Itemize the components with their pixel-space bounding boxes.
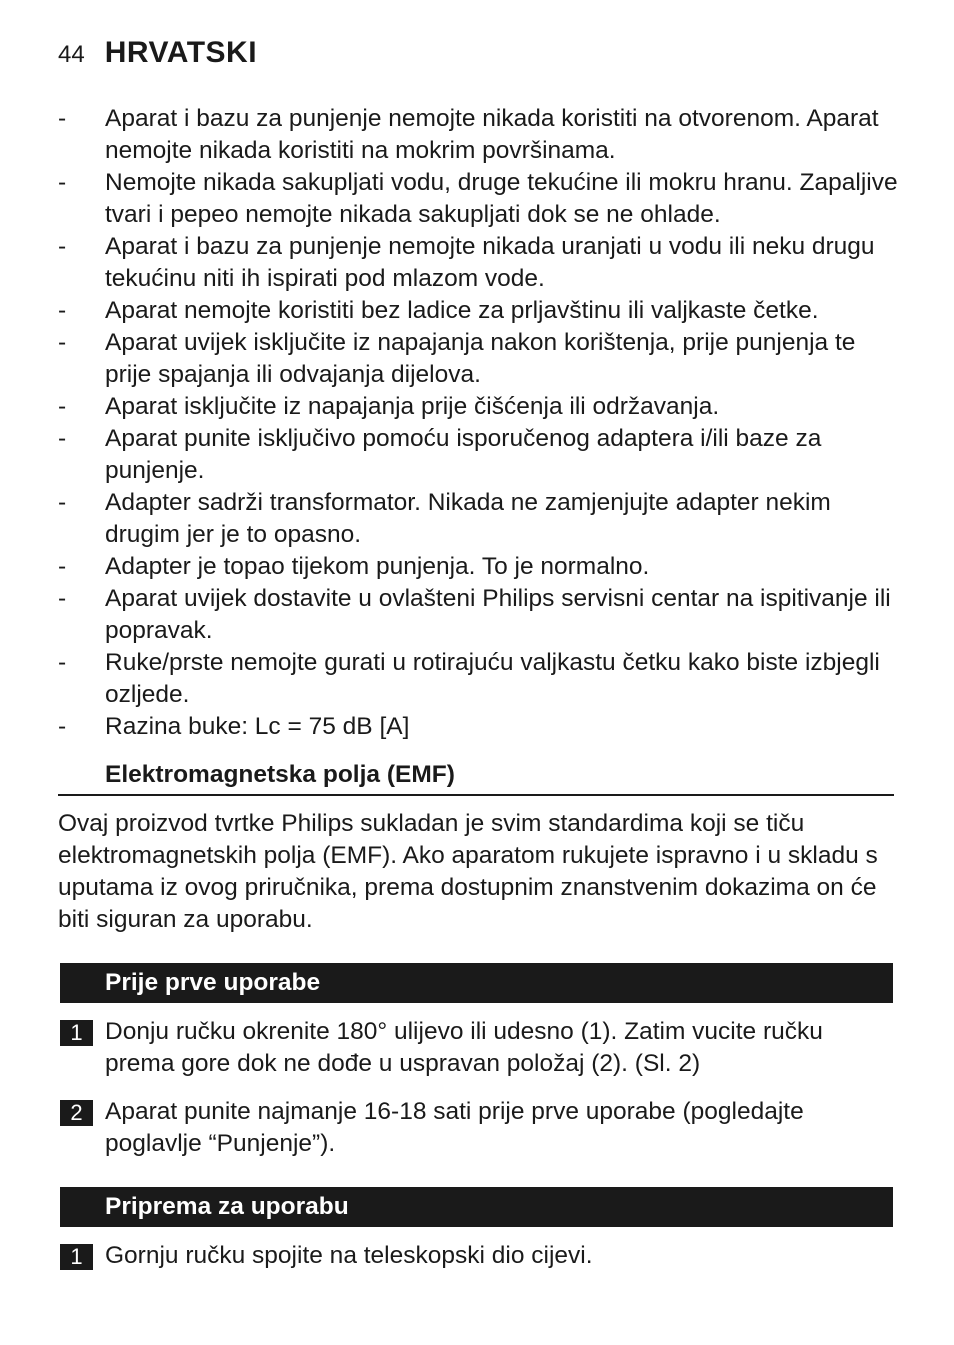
list-item-text: Adapter sadrži transformator. Nikada ne zamjenjujte adapter nekim drugim jer je to opasno. <box>105 489 831 548</box>
dash-bullet: - <box>58 713 67 740</box>
dash-bullet: - <box>58 169 67 196</box>
list-item <box>58 167 898 231</box>
before-first-use-heading: Prije prve uporabe <box>60 963 893 1003</box>
list-item-text: Ruke/prste nemojte gurati u rotirajuću valjkastu četku kako biste izbjegli ozljede. <box>105 649 880 708</box>
dash-bullet: - <box>58 553 67 580</box>
list-item-text: Aparat i bazu za punjenje nemojte nikada uranjati u vodu ili neku drugu tekućinu niti ih ispirati pod mlazom vode. <box>105 233 875 292</box>
dash-bullet: - <box>58 489 67 516</box>
list-item <box>58 647 898 711</box>
list-item <box>58 103 898 167</box>
safety-warnings-list <box>58 103 898 743</box>
page-number: 44 <box>58 41 85 68</box>
list-item <box>58 231 898 295</box>
list-item-text: Adapter je topao tijekom punjenja. To je normalno. <box>105 553 650 580</box>
list-item <box>58 711 898 743</box>
dash-bullet: - <box>58 105 67 132</box>
step-text: Aparat punite najmanje 16-18 sati prije prve uporabe (pogledajte poglavlje “Punjenje”). <box>105 1098 804 1157</box>
preparation-heading: Priprema za uporabu <box>60 1187 893 1227</box>
dash-bullet: - <box>58 649 67 676</box>
step-number-badge: 1 <box>60 1020 93 1046</box>
step-text: Gornju ručku spojite na teleskopski dio cijevi. <box>105 1242 593 1269</box>
list-item <box>58 551 898 583</box>
dash-bullet: - <box>58 393 67 420</box>
list-item-text: Aparat i bazu za punjenje nemojte nikada koristiti na otvorenom. Aparat nemojte nikada koristiti na mokrim površinama. <box>105 105 879 164</box>
list-item-text: Razina buke: Lc = 75 dB [A] <box>105 713 410 740</box>
page-header <box>58 36 257 76</box>
list-item <box>58 295 898 327</box>
step-item <box>58 1096 898 1160</box>
step-text: Donju ručku okrenite 180° ulijevo ili udesno (1). Zatim vucite ručku prema gore dok ne dođe u uspravan položaj (2). (Sl. 2) <box>105 1018 823 1077</box>
step-number-badge: 1 <box>60 1244 93 1270</box>
list-item <box>58 423 898 487</box>
list-item <box>58 487 898 551</box>
list-item <box>58 391 898 423</box>
dash-bullet: - <box>58 233 67 260</box>
list-item-text: Aparat uvijek isključite iz napajanja nakon korištenja, prije punjenja te prije spajanja ili odvajanja dijelova. <box>105 329 856 388</box>
list-item-text: Aparat nemojte koristiti bez ladice za prljavštinu ili valjkaste četke. <box>105 297 819 324</box>
step-item <box>58 1016 898 1080</box>
list-item <box>58 583 898 647</box>
emf-paragraph: Ovaj proizvod tvrtke Philips sukladan je svim standardima koji se tiču elektromagnetskih polja (EMF). Ako aparatom rukujete ispravno i u skladu s uputama iz ovog priručnika, prema dostupnim znanstvenim dokazima on će biti siguran za uporabu. <box>58 810 878 933</box>
list-item-text: Aparat uvijek dostavite u ovlašteni Philips servisni centar na ispitivanje ili popravak. <box>105 585 891 644</box>
dash-bullet: - <box>58 297 67 324</box>
emf-section-heading: Elektromagnetska polja (EMF) <box>58 758 894 796</box>
step-number-badge: 2 <box>60 1100 93 1126</box>
dash-bullet: - <box>58 585 67 612</box>
list-item <box>58 327 898 391</box>
dash-bullet: - <box>58 329 67 356</box>
list-item-text: Nemojte nikada sakupljati vodu, druge tekućine ili mokru hranu. Zapaljive tvari i pepeo nemojte nikada sakupljati dok se ne ohlade. <box>105 169 898 228</box>
dash-bullet: - <box>58 425 67 452</box>
list-item-text: Aparat isključite iz napajanja prije čišćenja ili održavanja. <box>105 393 720 420</box>
step-item <box>58 1240 898 1272</box>
list-item-text: Aparat punite isključivo pomoću isporučenog adaptera i/ili baze za punjenje. <box>105 425 822 484</box>
page-language-title: HRVATSKI <box>104 36 258 69</box>
